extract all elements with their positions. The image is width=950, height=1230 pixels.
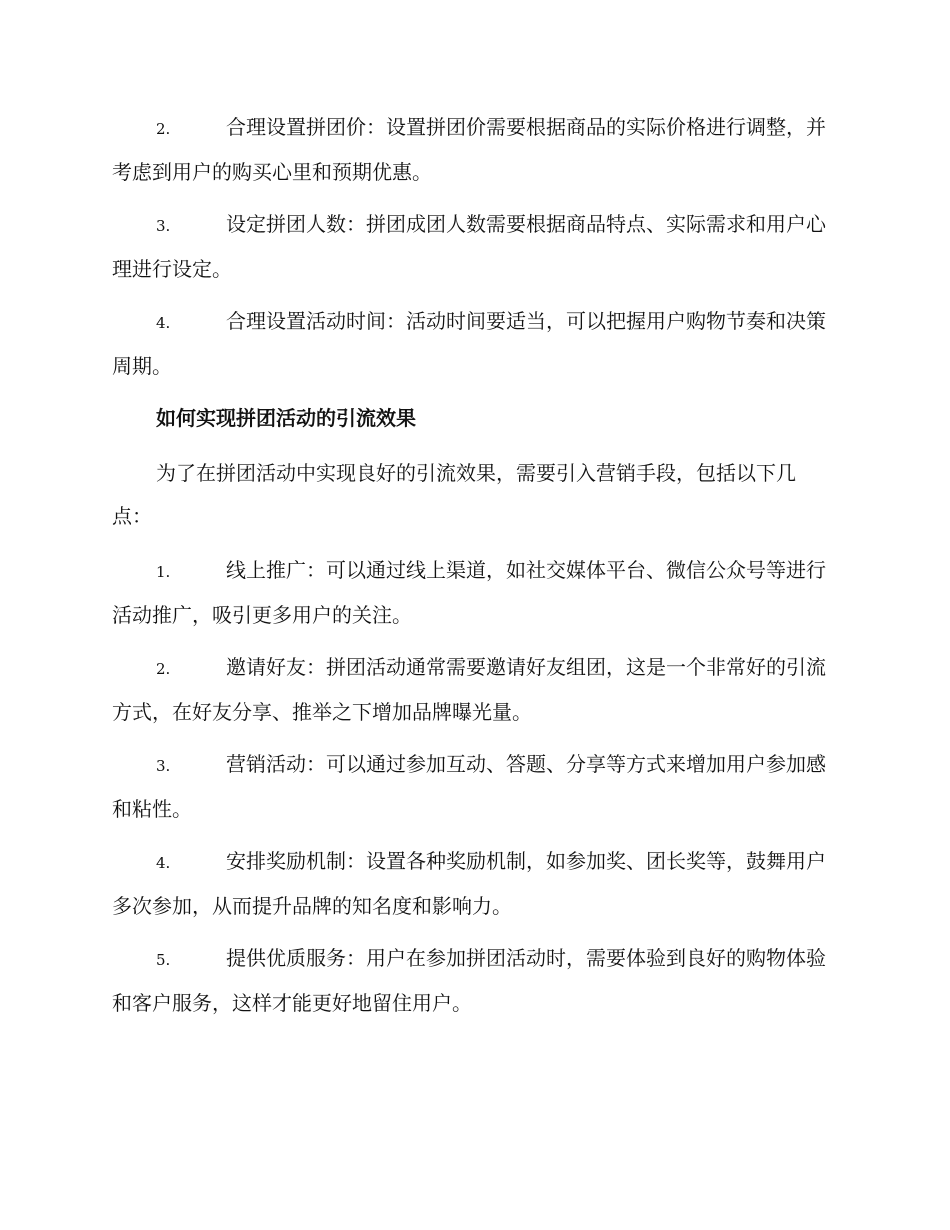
- section-heading: 如何实现拼团活动的引流效果: [156, 406, 416, 430]
- list-item-text: 提供优质服务：用户在参加拼团活动时，需要体验到良好的购物体验和客户服务，这样才能更好地留住用户。: [112, 946, 826, 1015]
- list-item-text: 线上推广：可以通过线上渠道，如社交媒体平台、微信公众号等进行活动推广，吸引更多用户的关注。: [112, 558, 826, 627]
- list-item-number: 5.: [156, 951, 171, 969]
- list-item-number: 4.: [156, 314, 171, 332]
- list-item-number: 1.: [156, 563, 171, 581]
- list-item-number: 4.: [156, 854, 171, 872]
- list-item-number: 3.: [156, 757, 171, 775]
- list-item-number: 2.: [156, 120, 171, 138]
- list-item-text: 合理设置活动时间：活动时间要适当，可以把握用户购物节奏和决策周期。: [112, 309, 826, 378]
- list-item-number: 3.: [156, 217, 171, 235]
- list-item-text: 邀请好友：拼团活动通常需要邀请好友组团，这是一个非常好的引流方式，在好友分享、推举之下增加品牌曝光量。: [112, 655, 826, 724]
- list-item: [112, 300, 834, 388]
- list-item-text: 营销活动：可以通过参加互动、答题、分享等方式来增加用户参加感和粘性。: [112, 752, 826, 821]
- list-item-text: 安排奖励机制：设置各种奖励机制，如参加奖、团长奖等，鼓舞用户多次参加，从而提升品牌的知名度和影响力。: [112, 849, 826, 918]
- list-item: [112, 840, 834, 928]
- list-item: [112, 937, 834, 1025]
- section-intro: 为了在拼团活动中实现良好的引流效果，需要引入营销手段，包括以下几点：: [112, 461, 796, 528]
- list-item-text: 设定拼团人数：拼团成团人数需要根据商品特点、实际需求和用户心理进行设定。: [112, 212, 826, 281]
- list-item: [112, 743, 834, 831]
- list-item: [112, 203, 834, 291]
- list-item: [112, 549, 834, 637]
- list-item-text: 合理设置拼团价：设置拼团价需要根据商品的实际价格进行调整，并考虑到用户的购买心里和预期优惠。: [112, 115, 826, 184]
- list-item-number: 2.: [156, 660, 171, 678]
- list-item: [112, 106, 834, 194]
- list-item: [112, 646, 834, 734]
